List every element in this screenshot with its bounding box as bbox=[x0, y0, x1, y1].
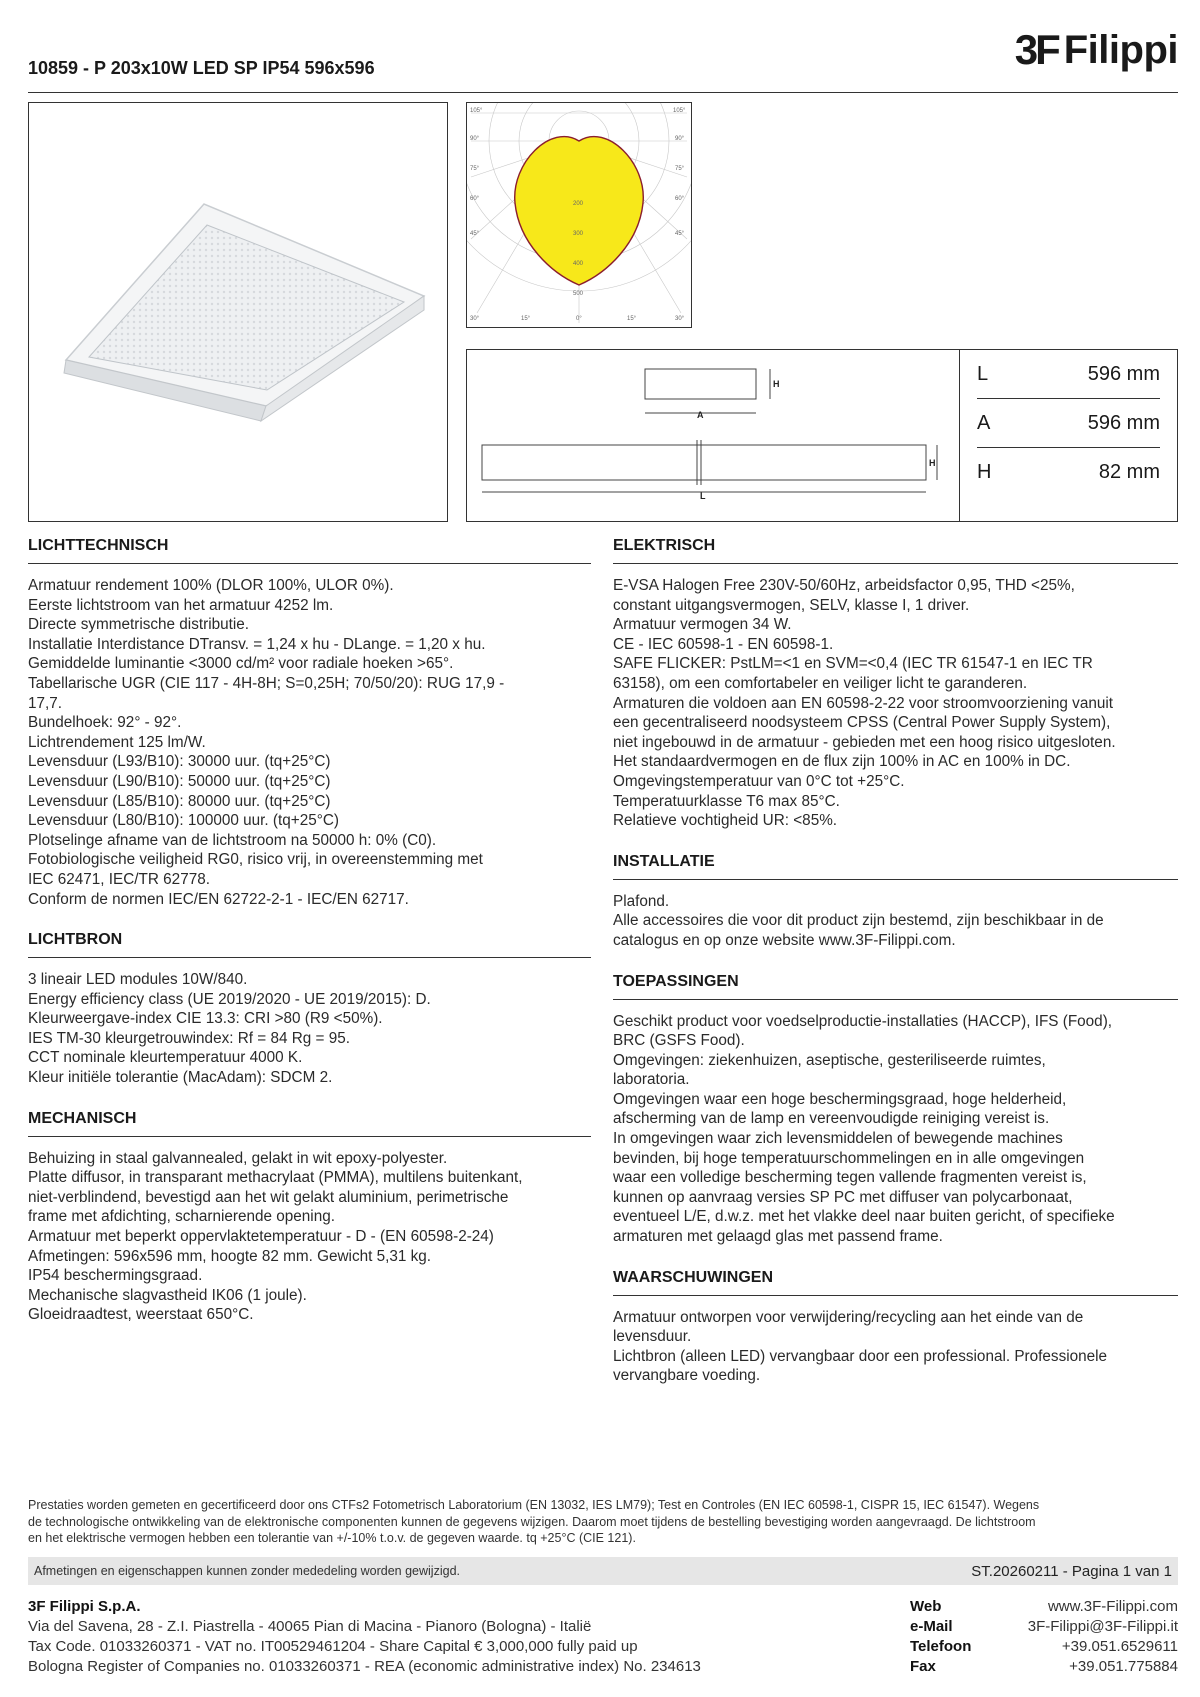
footnote bbox=[28, 1497, 1178, 1547]
radial-label: 200 bbox=[573, 201, 584, 207]
dimension-value: 596 mm bbox=[1087, 362, 1160, 385]
dimension-table-divider bbox=[959, 350, 960, 521]
spec-line: Kleur initiële tolerantie (MacAdam): SDCM 2. bbox=[28, 1069, 333, 1087]
dimension-key: H bbox=[977, 460, 992, 483]
spec-line: Alle accessoires die voor dit product zijn bestemd, zijn beschikbaar in de bbox=[613, 912, 1104, 930]
section-body bbox=[613, 892, 1178, 951]
brand-name: Filippi bbox=[1063, 27, 1178, 72]
spec-line: Directe symmetrische distributie. bbox=[28, 616, 250, 634]
spec-line: CE - IEC 60598-1 - EN 60598-1. bbox=[613, 635, 834, 653]
spec-section-waarschuwingen bbox=[613, 1269, 1178, 1386]
phone-number: +39.051.6529611 bbox=[1061, 1638, 1178, 1655]
spec-line: Armaturen die voldoen aan EN 60598-2-22 voor stroomvoorziening vanuit bbox=[613, 694, 1113, 712]
section-heading: ELEKTRISCH bbox=[613, 537, 1178, 564]
angle-label: 45° bbox=[470, 231, 480, 237]
spec-line: waar een volledige bescherming tegen vallende fragmenten vereist is, bbox=[613, 1169, 1087, 1187]
angle-label: 90° bbox=[470, 136, 480, 142]
spec-line: Relatieve vochtigheid UR: <85%. bbox=[613, 812, 838, 830]
angle-label: 15° bbox=[627, 316, 637, 322]
spec-line: Levensduur (L90/B10): 50000 uur. (tq+25°C) bbox=[28, 772, 331, 790]
product-title: 10859 - P 203x10W LED SP IP54 596x596 bbox=[28, 58, 375, 78]
left-spec-column bbox=[28, 537, 591, 1347]
spec-section-lichtbron bbox=[28, 931, 591, 1088]
dimension-key: A bbox=[977, 411, 991, 434]
spec-line: 63158), om een comfortabeler en veiliger licht te garanderen. bbox=[613, 674, 1028, 692]
angle-label: 105° bbox=[470, 108, 483, 114]
dimension-value: 82 mm bbox=[1098, 460, 1160, 483]
spec-line: BRC (GSFS Food). bbox=[613, 1032, 745, 1050]
spec-line: kunnen op aanvraag versies SP PC met diffuser van polycarbonaat, bbox=[613, 1188, 1073, 1206]
contact-row-fax bbox=[910, 1657, 1178, 1677]
spec-line: frame met afdichting, scharnierende opening. bbox=[28, 1208, 335, 1226]
dimensions-frame bbox=[466, 349, 1178, 522]
page-info: ST.20260211 - Pagina 1 van 1 bbox=[971, 1562, 1172, 1580]
spec-line: Kleurweergave-index CIE 13.3: CRI >80 (R9 <50%). bbox=[28, 1010, 383, 1028]
section-heading: LICHTTECHNISCH bbox=[28, 537, 591, 564]
spec-line: een gecentraliseerd noodsysteem CPSS (Central Power Supply System), bbox=[613, 714, 1111, 732]
dim-label-h2: H bbox=[929, 458, 936, 468]
spec-line: Het standaardvermogen en de flux zijn 100% in AC en 100% in DC. bbox=[613, 753, 1071, 771]
spec-line: Platte diffusor, in transparant methacrylaat (PMMA), multilens buitenkant, bbox=[28, 1169, 523, 1187]
section-heading: MECHANISCH bbox=[28, 1110, 591, 1137]
spec-line: Plafond. bbox=[613, 892, 670, 910]
angle-label: 0° bbox=[576, 316, 582, 322]
contact-row-phone bbox=[910, 1637, 1178, 1657]
contact-row-email bbox=[910, 1617, 1178, 1637]
polar-chart-frame bbox=[466, 102, 692, 328]
section-heading: LICHTBRON bbox=[28, 931, 591, 958]
spec-line: Omgevingen waar een hoge beschermingsgraad, hoge helderheid, bbox=[613, 1090, 1067, 1108]
spec-line: Lichtrendement 125 lm/W. bbox=[28, 733, 206, 751]
header-divider bbox=[28, 92, 1178, 93]
spec-section-lichttechnisch bbox=[28, 537, 591, 909]
spec-line: laboratoria. bbox=[613, 1071, 690, 1089]
spec-line: Armatuur met beperkt oppervlaktetemperatuur - D - (EN 60598-2-24) bbox=[28, 1228, 494, 1246]
spec-line: afscherming van de lamp en vereenvoudigde reiniging vereist is. bbox=[613, 1110, 1050, 1128]
spec-line: Armatuur rendement 100% (DLOR 100%, ULOR 0%). bbox=[28, 577, 394, 594]
dim-label-l: L bbox=[700, 491, 706, 501]
footnote-line: de technologische ontwikkeling van de elektronische componenten kunnen de gegevens wijzigen. Daarom moet tijdens de bestelling bevestiging worden aangevraagd. De lichtstroom bbox=[28, 1514, 1036, 1529]
spec-line: IES TM-30 kleurgetrouwindex: Rf = 84 Rg = 95. bbox=[28, 1029, 350, 1047]
spec-line: bevinden, bij hoge temperatuurschommelingen en in alle omgevingen bbox=[613, 1149, 1085, 1167]
dimension-table bbox=[977, 350, 1160, 496]
radial-label: 500 bbox=[573, 291, 584, 297]
angle-label: 30° bbox=[470, 316, 480, 322]
angle-label: 60° bbox=[470, 196, 480, 202]
disclaimer-text: Afmetingen en eigenschappen kunnen zonder mededeling worden gewijzigd. bbox=[34, 1564, 460, 1578]
spec-line: Eerste lichtstroom van het armatuur 4252 lm. bbox=[28, 596, 334, 614]
luminaire-image bbox=[29, 103, 447, 521]
spec-line: Armatuur vermogen 34 W. bbox=[613, 616, 792, 634]
footnote-line: Prestaties worden gemeten en gecertificeerd door ons CTFs2 Fotometrisch Laboratorium (EN 13032, IES LM79); Test en Controles (EN IEC 60598-1, CISPR 15, IEC 61547). Wegens bbox=[28, 1498, 1040, 1512]
contact-key: Fax bbox=[910, 1658, 936, 1675]
dimension-row-a bbox=[977, 399, 1160, 448]
footer-bar bbox=[28, 1557, 1178, 1585]
section-body bbox=[28, 970, 591, 1088]
dimension-drawing bbox=[467, 350, 959, 521]
spec-line: Bundelhoek: 92° - 92°. bbox=[28, 714, 182, 732]
spec-line: CCT nominale kleurtemperatuur 4000 K. bbox=[28, 1049, 303, 1067]
section-body bbox=[613, 1308, 1178, 1386]
brand-mark: 3F bbox=[1014, 26, 1058, 73]
spec-line: Behuizing in staal galvannealed, gelakt in wit epoxy-polyester. bbox=[28, 1149, 448, 1167]
section-body bbox=[28, 576, 591, 909]
dimension-key: L bbox=[977, 362, 989, 385]
spec-line: Omgevingen: ziekenhuizen, aseptische, gesteriliseerde ruimtes, bbox=[613, 1051, 1046, 1069]
spec-line: Plotselinge afname van de lichtstroom na 50000 h: 0% (C0). bbox=[28, 831, 437, 849]
spec-line: Armatuur ontworpen voor verwijdering/recycling aan het einde van de bbox=[613, 1308, 1084, 1326]
angle-label: 75° bbox=[675, 166, 685, 172]
spec-line: SAFE FLICKER: PstLM=<1 en SVM=<0,4 (IEC TR 61547-1 en IEC TR bbox=[613, 655, 1093, 673]
website-link[interactable]: www.3F-Filippi.com bbox=[1047, 1598, 1178, 1615]
spec-section-mechanisch bbox=[28, 1110, 591, 1325]
spec-line: Levensduur (L85/B10): 80000 uur. (tq+25°C) bbox=[28, 792, 331, 810]
spec-line: Levensduur (L80/B10): 100000 uur. (tq+25°C) bbox=[28, 812, 339, 830]
spec-line: Temperatuurklasse T6 max 85°C. bbox=[613, 792, 840, 810]
dimension-row-h bbox=[977, 448, 1160, 496]
spec-line: niet ingebouwd in de armatuur - gebieden met een hoog risico uitgesloten. bbox=[613, 733, 1116, 751]
spec-line: Geschikt product voor voedselproductie-installaties (HACCP), IFS (Food), bbox=[613, 1012, 1113, 1030]
spec-line: E-VSA Halogen Free 230V-50/60Hz, arbeidsfactor 0,95, THD <25%, bbox=[613, 577, 1075, 594]
section-body bbox=[613, 576, 1178, 831]
radial-label: 300 bbox=[573, 231, 584, 237]
section-heading: TOEPASSINGEN bbox=[613, 973, 1178, 1000]
dimension-value: 596 mm bbox=[1087, 411, 1160, 434]
angle-label: 105° bbox=[673, 108, 686, 114]
polar-distribution-chart bbox=[467, 103, 691, 327]
spec-line: 3 lineair LED modules 10W/840. bbox=[28, 971, 248, 989]
angle-label: 60° bbox=[675, 196, 685, 202]
spec-section-installatie bbox=[613, 853, 1178, 951]
spec-line: Levensduur (L93/B10): 30000 uur. (tq+25°C) bbox=[28, 753, 331, 771]
contact-key: Web bbox=[910, 1598, 942, 1615]
company-info bbox=[28, 1597, 701, 1677]
spec-section-toepassingen bbox=[613, 973, 1178, 1247]
contact-key: e-Mail bbox=[910, 1618, 953, 1635]
company-name: 3F Filippi S.p.A. bbox=[28, 1598, 141, 1615]
section-body bbox=[28, 1149, 591, 1325]
spec-line: Afmetingen: 596x596 mm, hoogte 82 mm. Gewicht 5,31 kg. bbox=[28, 1247, 432, 1265]
footnote-line: en het elektrische vermogen hebben een tolerantie van +/-10% t.o.v. de gegeven waarde. tq +25°C (CIE 121). bbox=[28, 1531, 636, 1545]
contact-row-web bbox=[910, 1597, 1178, 1617]
spec-line: niet-verblindend, bevestigd aan het wit gelakt aluminium, perimetrische bbox=[28, 1188, 509, 1206]
brand-logo bbox=[1015, 26, 1178, 74]
contacts bbox=[910, 1597, 1178, 1677]
spec-line: Lichtbron (alleen LED) vervangbaar door een professional. Professionele bbox=[613, 1347, 1108, 1365]
product-image-frame bbox=[28, 102, 448, 522]
spec-line: vervangbare voeding. bbox=[613, 1367, 761, 1385]
right-spec-column bbox=[613, 537, 1178, 1408]
section-heading: WAARSCHUWINGEN bbox=[613, 1269, 1178, 1296]
spec-line: levensduur. bbox=[613, 1328, 692, 1346]
dim-label-h1: H bbox=[773, 379, 780, 389]
spec-line: Fotobiologische veiligheid RG0, risico vrij, in overeenstemming met bbox=[28, 851, 483, 869]
dimension-row-l bbox=[977, 350, 1160, 399]
spec-section-elektrisch bbox=[613, 537, 1178, 831]
angle-label: 75° bbox=[470, 166, 480, 172]
email-link[interactable]: 3F-Filippi@3F-Filippi.it bbox=[1027, 1618, 1178, 1635]
angle-label: 30° bbox=[675, 316, 685, 322]
spec-line: Omgevingstemperatuur van 0°C tot +25°C. bbox=[613, 772, 905, 790]
angle-label: 15° bbox=[521, 316, 531, 322]
angle-label: 90° bbox=[675, 136, 685, 142]
spec-line: Gemiddelde luminantie <3000 cd/m² voor radiale hoeken >65°. bbox=[28, 655, 454, 673]
spec-line: catalogus en op onze website www.3F-Filippi.com. bbox=[613, 931, 956, 949]
spec-line: eventueel L/E, d.w.z. met het vlakke deel naar buiten gericht, of specifieke bbox=[613, 1208, 1115, 1226]
section-body bbox=[613, 1012, 1178, 1247]
dim-label-a: A bbox=[697, 410, 704, 420]
company-register: Bologna Register of Companies no. 01033260371 - REA (economic administrative index) No. 234613 bbox=[28, 1658, 701, 1675]
spec-line: Gloeidraadtest, weerstaat 650°C. bbox=[28, 1306, 254, 1324]
spec-line: IEC 62471, IEC/TR 62778. bbox=[28, 870, 210, 888]
spec-line: IP54 beschermingsgraad. bbox=[28, 1267, 203, 1285]
spec-line: Installatie Interdistance DTransv. = 1,24 x hu - DLange. = 1,20 x hu. bbox=[28, 635, 486, 653]
spec-line: Conform de normen IEC/EN 62722-2-1 - IEC/EN 62717. bbox=[28, 890, 409, 908]
company-tax: Tax Code. 01033260371 - VAT no. IT00529461204 - Share Capital € 3,000,000 fully paid up bbox=[28, 1638, 638, 1655]
angle-label: 45° bbox=[675, 231, 685, 237]
company-address: Via del Savena, 28 - Z.I. Piastrella - 40065 Pian di Macina - Pianoro (Bologna) - Italië bbox=[28, 1618, 592, 1635]
section-heading: INSTALLATIE bbox=[613, 853, 1178, 880]
spec-line: 17,7. bbox=[28, 694, 63, 712]
spec-line: armaturen met gelaagd glas met passend frame. bbox=[613, 1228, 943, 1246]
spec-line: constant uitgangsvermogen, SELV, klasse I, 1 driver. bbox=[613, 596, 970, 614]
spec-line: Mechanische slagvastheid IK06 (1 joule). bbox=[28, 1286, 307, 1304]
radial-label: 400 bbox=[573, 261, 584, 267]
spec-line: In omgevingen waar zich levensmiddelen of bewegende machines bbox=[613, 1130, 1063, 1148]
contact-key: Telefoon bbox=[910, 1638, 972, 1655]
fax-number: +39.051.775884 bbox=[1069, 1658, 1178, 1675]
spec-line: Energy efficiency class (UE 2019/2020 - UE 2019/2015): D. bbox=[28, 990, 431, 1008]
spec-line: Tabellarische UGR (CIE 117 - 4H-8H; S=0,25H; 70/50/20): RUG 17,9 - bbox=[28, 674, 505, 692]
